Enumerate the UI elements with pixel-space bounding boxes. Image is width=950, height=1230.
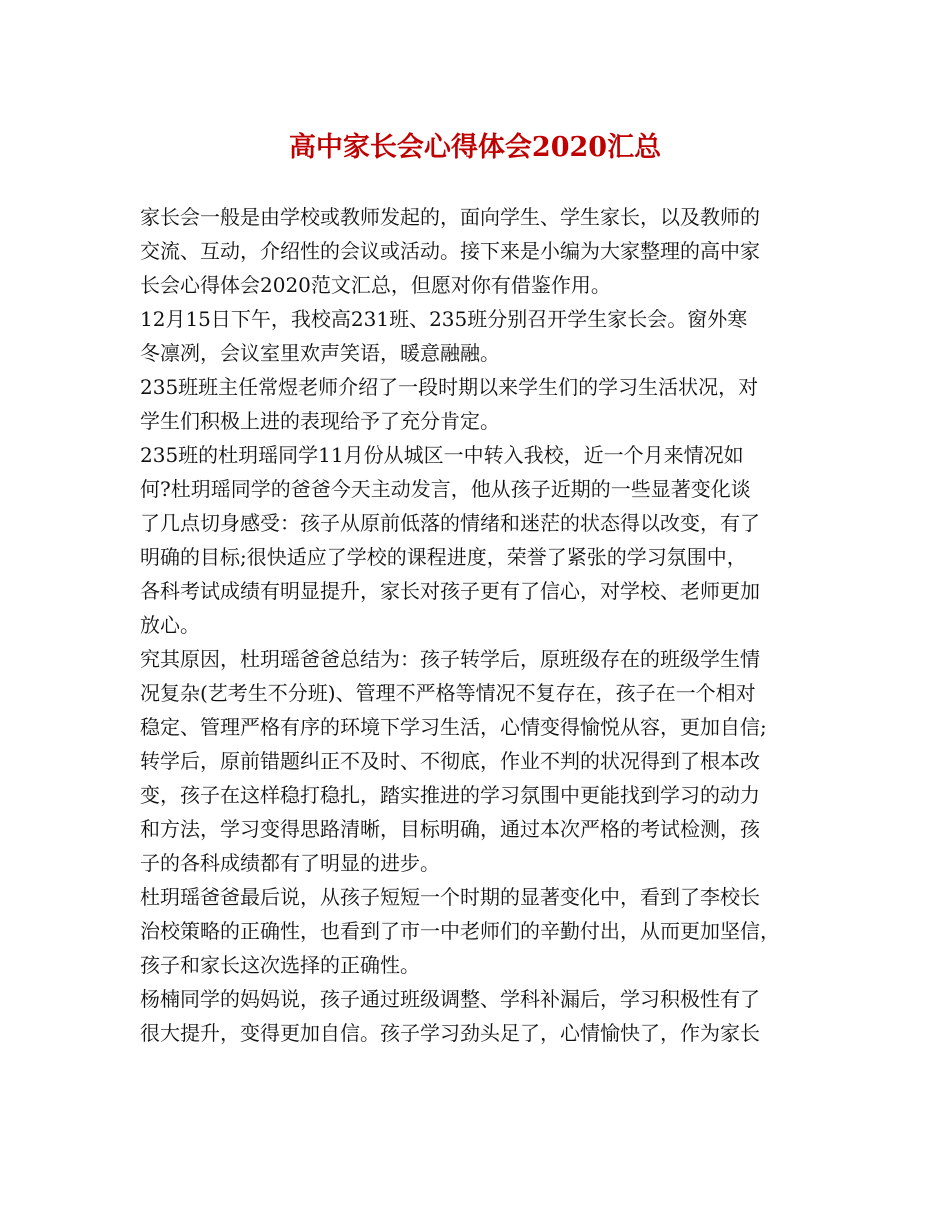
- body-line: 长会心得体会2020范文汇总，但愿对你有借鉴作用。: [140, 273, 611, 297]
- page-title: 高中家长会心得体会2020汇总: [288, 132, 662, 163]
- body-line: 转学后，原前错题纠正不及时、不彻底，作业不判的状况得到了根本改: [140, 749, 760, 773]
- body-line: 况复杂(艺考生不分班)、管理不严格等情况不复存在，孩子在一个相对: [140, 681, 756, 705]
- body-line: 杨楠同学的妈妈说，孩子通过班级调整、学科补漏后，学习积极性有了: [140, 987, 760, 1011]
- body-line: 12月15日下午，我校高231班、235班分别召开学生家长会。窗外寒: [140, 307, 748, 331]
- body-line: 杜玥瑶爸爸最后说，从孩子短短一个时期的显著变化中，看到了李校长: [140, 885, 760, 909]
- body-line: 子的各科成绩都有了明显的进步。: [140, 851, 440, 875]
- body-line: 235班班主任常煜老师介绍了一段时期以来学生们的学习生活状况，对: [140, 375, 759, 399]
- body-line: 究其原因，杜玥瑶爸爸总结为：孩子转学后，原班级存在的班级学生情: [140, 647, 760, 671]
- body-line: 很大提升，变得更加自信。孩子学习劲头足了，心情愉快了，作为家长: [140, 1021, 760, 1045]
- body-line: 变，孩子在这样稳打稳扎，踏实推进的学习氛围中更能找到学习的动力: [140, 783, 760, 807]
- body-line: 放心。: [140, 613, 200, 637]
- body-line: 孩子和家长这次选择的正确性。: [140, 953, 420, 977]
- body-line: 稳定、管理严格有序的环境下学习生活，心情变得愉悦从容，更加自信;: [140, 715, 767, 739]
- body-line: 家长会一般是由学校或教师发起的，面向学生、学生家长，以及教师的: [140, 205, 760, 229]
- body-line: 235班的杜玥瑶同学11月份从城区一中转入我校，近一个月来情况如: [140, 443, 744, 467]
- body-line: 何?杜玥瑶同学的爸爸今天主动发言，他从孩子近期的一些显著变化谈: [140, 477, 751, 501]
- body-line: 了几点切身感受：孩子从原前低落的情绪和迷茫的状态得以改变，有了: [140, 511, 760, 535]
- body-line: 明确的目标;很快适应了学校的课程进度，荣誉了紧张的学习氛围中，: [140, 545, 747, 569]
- body-line: 和方法，学习变得思路清晰，目标明确，通过本次严格的考试检测，孩: [140, 817, 760, 841]
- body-line: 交流、互动，介绍性的会议或活动。接下来是小编为大家整理的高中家: [140, 239, 760, 263]
- document-body: [140, 200, 815, 1050]
- body-line: 学生们积极上进的表现给予了充分肯定。: [140, 409, 500, 433]
- body-line: 各科考试成绩有明显提升，家长对孩子更有了信心，对学校、老师更加: [140, 579, 760, 603]
- body-line: 冬凛冽，会议室里欢声笑语，暖意融融。: [140, 341, 500, 365]
- body-line: 治校策略的正确性，也看到了市一中老师们的辛勤付出，从而更加坚信，: [140, 919, 780, 943]
